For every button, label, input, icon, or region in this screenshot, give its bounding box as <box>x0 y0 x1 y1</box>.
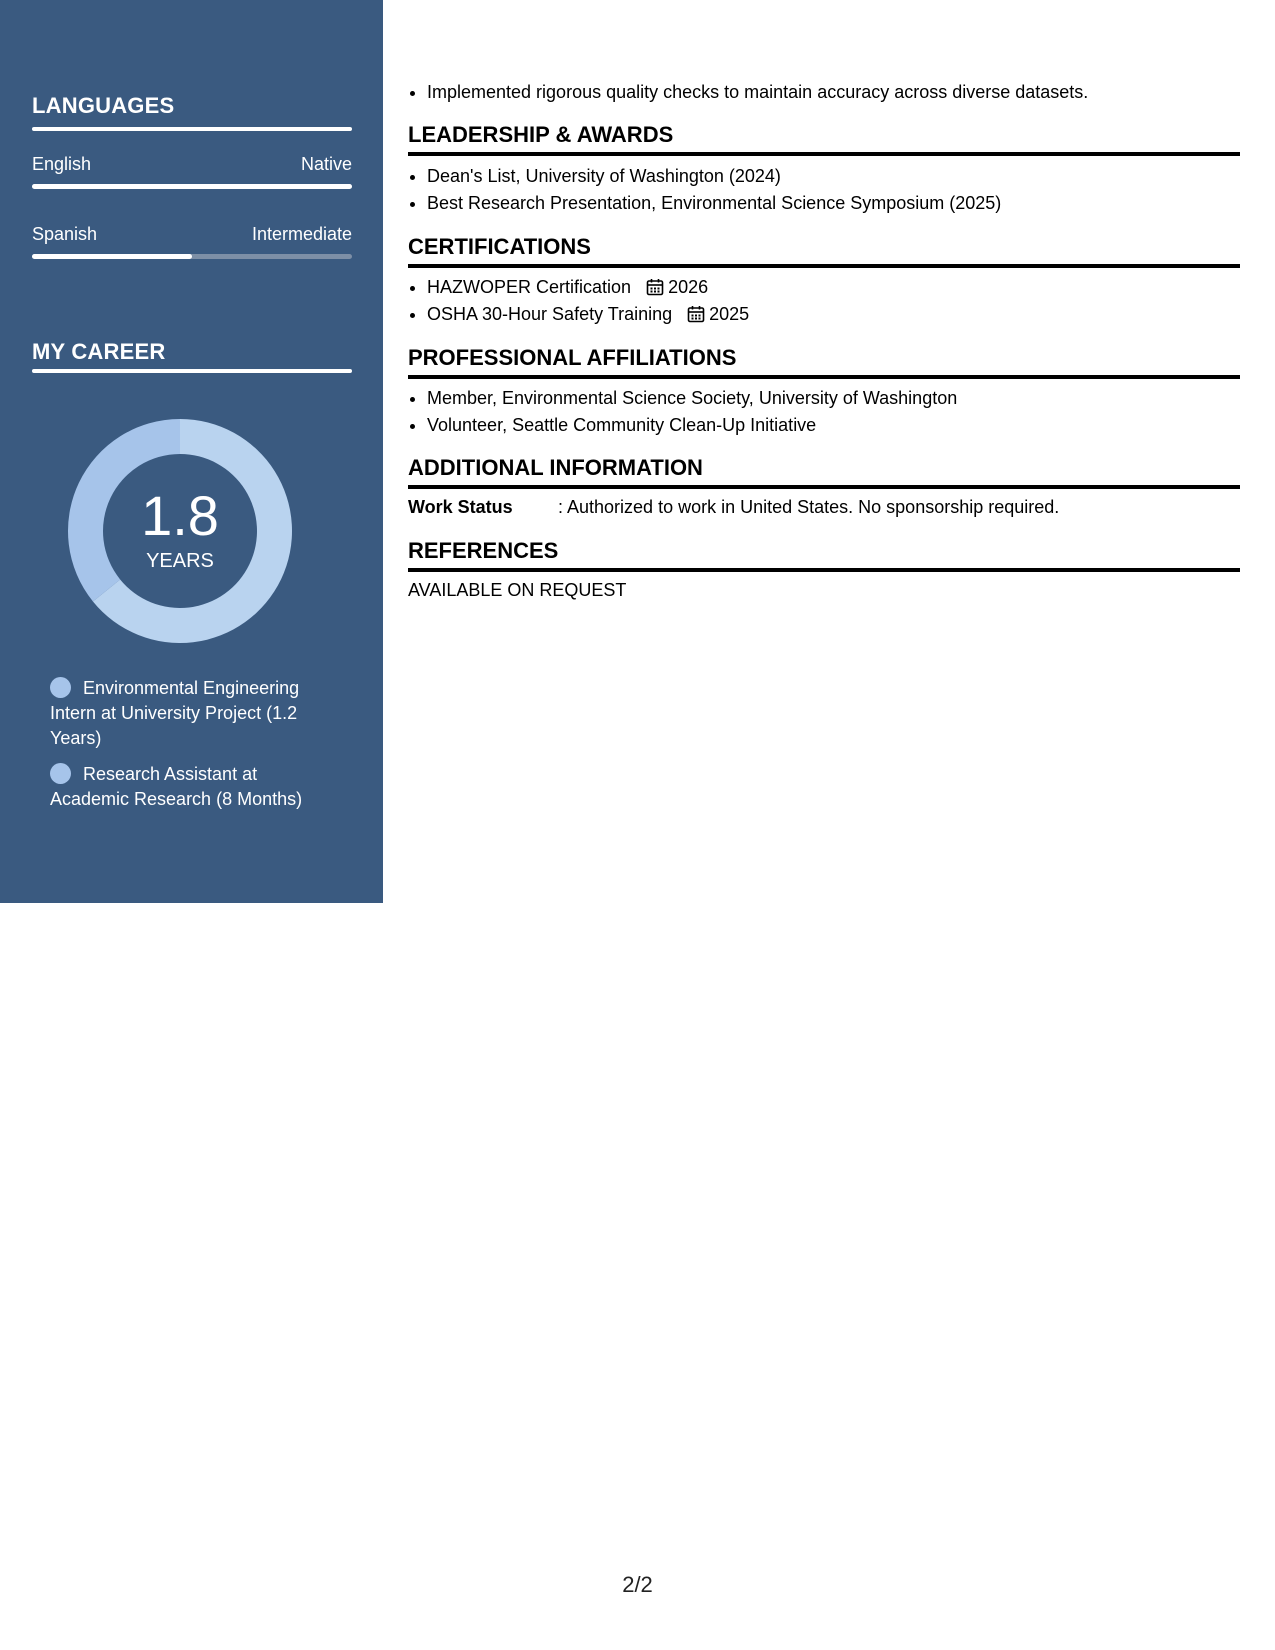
affiliations-list <box>408 385 1240 439</box>
language-proficiency-bar-spanish <box>32 254 352 259</box>
certification-name: OSHA 30-Hour Safety Training <box>427 304 673 324</box>
list-item: • Best Research Presentation, Environmental Science Symposium (2025) <box>427 190 1240 217</box>
references-text: AVAILABLE ON REQUEST <box>408 580 627 600</box>
work-status-value: : Authorized to work in United States. No sponsorship required. <box>558 497 1060 517</box>
calendar-icon <box>646 278 664 296</box>
certification-year: 2026 <box>668 277 709 297</box>
legend-dot-icon <box>50 763 71 784</box>
career-legend-label: Research Assistant at Academic Research (8 Months) <box>50 764 303 809</box>
experience-bullets <box>408 79 1240 106</box>
work-status-row <box>408 497 1240 518</box>
language-level: Native <box>300 154 352 174</box>
career-total-years: 1.8 <box>141 484 219 547</box>
list-item <box>427 274 1240 301</box>
list-item <box>427 301 1240 328</box>
list-item: • Member, Environmental Science Society, University of Washington <box>427 385 1240 412</box>
calendar-icon <box>687 305 705 323</box>
list-item: • Volunteer, Seattle Community Clean-Up Initiative <box>427 412 1240 439</box>
legend-dot-icon <box>50 677 71 698</box>
career-heading-rule <box>32 369 352 373</box>
language-row-english <box>32 154 352 175</box>
sidebar <box>0 0 383 903</box>
career-total-unit: YEARS <box>146 550 214 572</box>
languages-heading: LANGUAGES <box>32 93 175 118</box>
language-proficiency-fill <box>32 184 352 189</box>
language-proficiency-fill <box>32 254 192 259</box>
career-legend-label: Environmental Engineering Intern at University Project (1.2 Years) <box>50 678 300 748</box>
affiliations-section-title: PROFESSIONAL AFFILIATIONS <box>408 345 1240 379</box>
certifications-list <box>408 274 1240 328</box>
references-section-title: REFERENCES <box>408 538 1240 572</box>
career-heading: MY CAREER <box>32 339 166 364</box>
language-name: Spanish <box>32 224 98 244</box>
languages-heading-rule <box>32 127 352 131</box>
leadership-list <box>408 163 1240 217</box>
language-row-spanish <box>32 224 352 245</box>
career-legend-item <box>50 676 320 751</box>
language-level: Intermediate <box>251 224 352 244</box>
work-status-label: Work Status <box>408 497 513 517</box>
language-name: English <box>32 154 92 174</box>
list-item: • Implemented rigorous quality checks to maintain accuracy across diverse datasets. <box>427 79 1240 106</box>
career-legend-item <box>50 762 320 812</box>
page-number: 2/2 <box>622 1572 653 1597</box>
list-item: • Dean's List, University of Washington (2024) <box>427 163 1240 190</box>
certifications-section-title: CERTIFICATIONS <box>408 234 1240 268</box>
certification-year: 2025 <box>709 304 750 324</box>
certification-name: HAZWOPER Certification <box>427 277 632 297</box>
additional-info-section-title: ADDITIONAL INFORMATION <box>408 455 1240 489</box>
leadership-section-title: LEADERSHIP & AWARDS <box>408 122 1240 156</box>
language-proficiency-bar-english <box>32 184 352 189</box>
